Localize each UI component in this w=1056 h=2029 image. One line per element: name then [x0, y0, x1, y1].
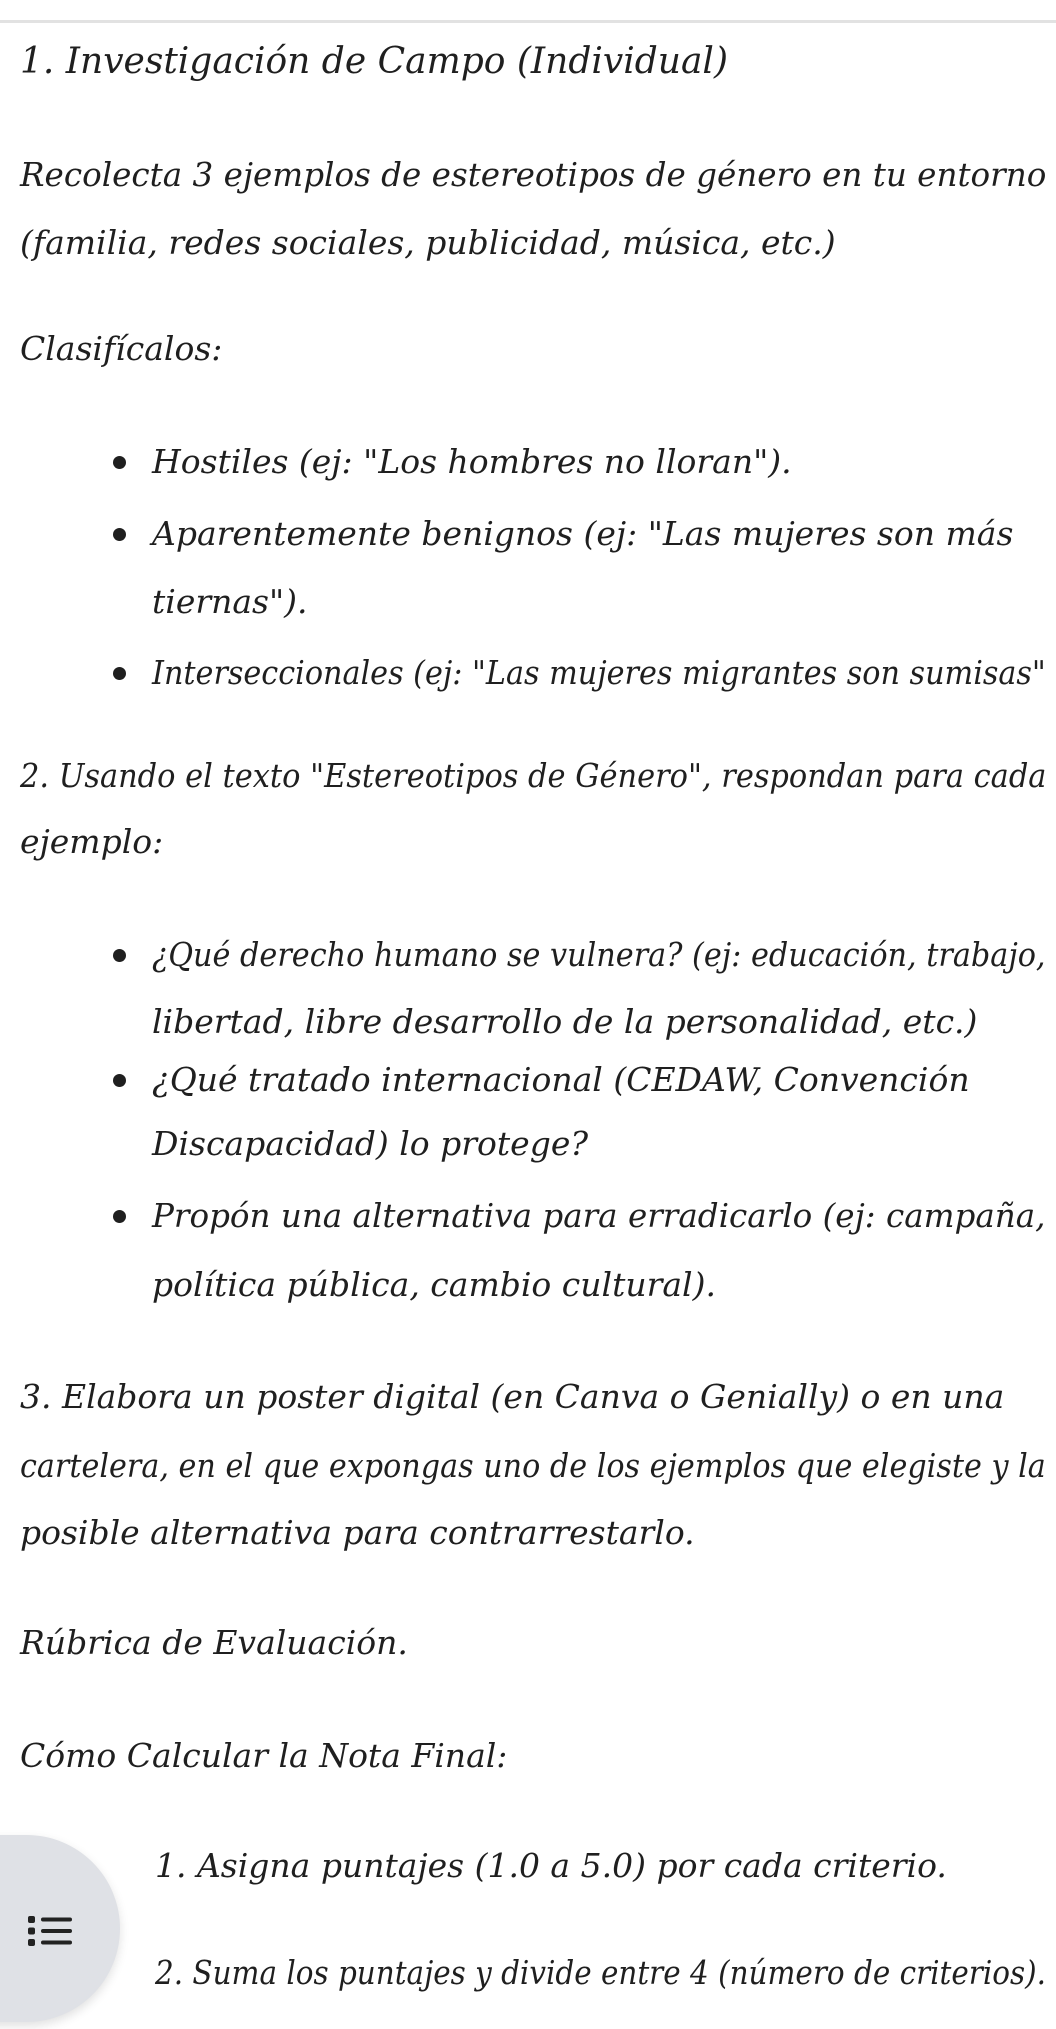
section2-title-line2: ejemplo:	[20, 822, 164, 861]
section1-intro-line1: Recolecta 3 ejemplos de estereotipos de género en tu entorno	[20, 155, 1047, 194]
list-item: Aparentemente benignos (ej: "Las mujeres son más	[152, 514, 1014, 553]
list-item: ¿Qué derecho humano se vulnera? (ej: educación, trabajo,	[152, 935, 1046, 974]
list-item-continuation: libertad, libre desarrollo de la personalidad, etc.)	[152, 1002, 978, 1041]
classify-label: Clasifícalos:	[20, 329, 223, 368]
list-item-continuation: política pública, cambio cultural).	[152, 1265, 716, 1304]
top-divider	[0, 20, 1056, 23]
list-item: ¿Qué tratado internacional (CEDAW, Convención	[152, 1060, 970, 1099]
bullet-dot	[113, 949, 126, 962]
section3-line1: 3. Elabora un poster digital (en Canva o Genially) o en una	[20, 1377, 1005, 1416]
section1-intro-line2: (familia, redes sociales, publicidad, música, etc.)	[20, 223, 836, 262]
numbered-item: 1. Asigna puntajes (1.0 a 5.0) por cada criterio.	[155, 1846, 947, 1885]
list-icon	[28, 1916, 72, 1946]
section3-line2: cartelera, en el que expongas uno de los ejemplos que elegiste y la	[20, 1446, 1046, 1485]
numbered-item: 2. Suma los puntajes y divide entre 4 (número de criterios).	[155, 1953, 1046, 1992]
list-item-continuation: tiernas").	[152, 582, 308, 621]
list-item-continuation: Discapacidad) lo protege?	[152, 1124, 589, 1163]
bullet-dot	[113, 528, 126, 541]
bullet-dot	[113, 1074, 126, 1087]
section1-title: 1. Investigación de Campo (Individual)	[20, 41, 728, 82]
list-item: Propón una alternativa para erradicarlo (ej: campaña,	[152, 1196, 1046, 1235]
bullet-dot	[113, 1210, 126, 1223]
list-item: Interseccionales (ej: "Las mujeres migrantes son sumisas"	[152, 653, 1046, 692]
bullet-dot	[113, 667, 126, 680]
final-grade-title: Cómo Calcular la Nota Final:	[20, 1736, 508, 1775]
rubric-title: Rúbrica de Evaluación.	[20, 1623, 408, 1662]
section2-title: 2. Usando el texto "Estereotipos de Género", respondan para cada	[20, 756, 1047, 795]
bullet-dot	[113, 456, 126, 469]
list-item: Hostiles (ej: "Los hombres no lloran").	[152, 442, 792, 481]
outline-toggle-button[interactable]	[0, 1835, 120, 2022]
section3-line3: posible alternativa para contrarrestarlo.	[20, 1513, 695, 1552]
